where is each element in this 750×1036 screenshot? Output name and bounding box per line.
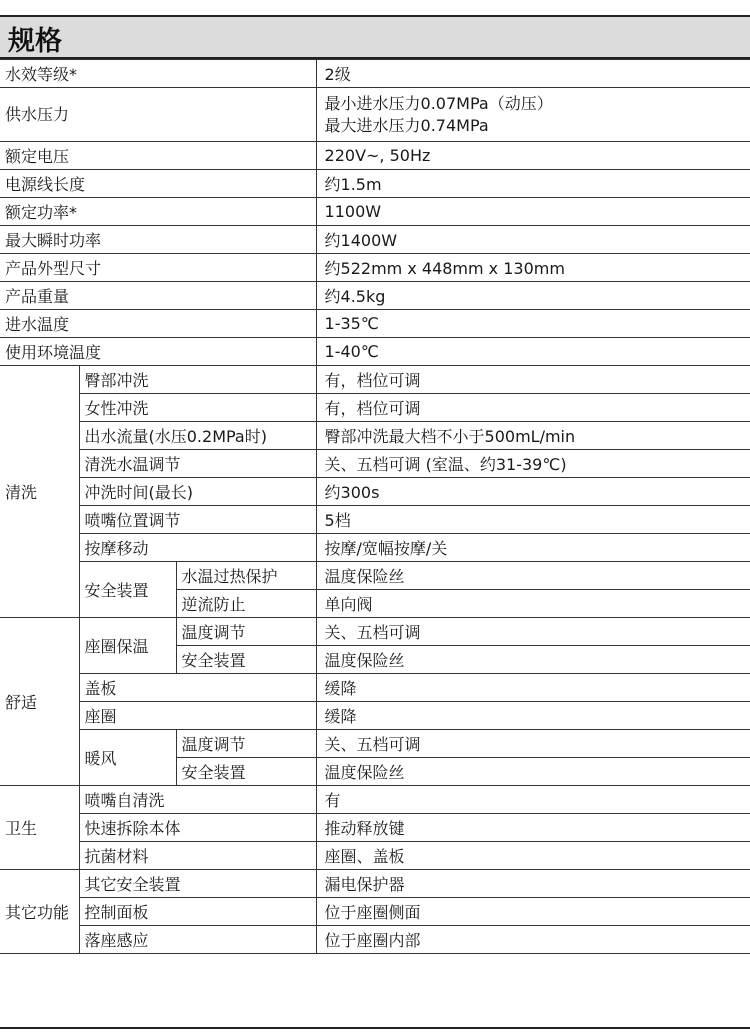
spec-value: 约1.5m (316, 170, 750, 198)
spec-label: 出水流量(水压0.2MPa时) (79, 422, 316, 450)
spec-value: 温度保险丝 (316, 562, 750, 590)
spec-value: 约4.5kg (316, 282, 750, 310)
spec-row (0, 198, 750, 226)
value-line: 最大进水压力0.74MPa (324, 115, 489, 135)
spec-value: 1100W (316, 198, 750, 226)
spec-label: 清洗水温调节 (79, 450, 316, 478)
spec-row (0, 254, 750, 282)
spec-row (0, 310, 750, 338)
spec-value: 有，档位可调 (316, 366, 750, 394)
spec-label: 安全装置 (176, 646, 316, 674)
spec-value: 缓降 (316, 674, 750, 702)
spec-label: 冲洗时间(最长) (79, 478, 316, 506)
spec-row (0, 674, 750, 702)
spec-row (0, 730, 750, 758)
spec-row (0, 226, 750, 254)
spec-value: 2级 (316, 60, 750, 88)
spec-label: 水温过热保护 (176, 562, 316, 590)
spec-label: 抗菌材料 (79, 842, 316, 870)
spec-value: 温度保险丝 (316, 646, 750, 674)
spec-row (0, 422, 750, 450)
section-title-bar (0, 17, 750, 59)
spec-label: 喷嘴位置调节 (79, 506, 316, 534)
spec-label: 女性冲洗 (79, 394, 316, 422)
spec-label: 产品重量 (0, 282, 316, 310)
spec-label: 水效等级* (0, 60, 316, 88)
spec-value: 220V~, 50Hz (316, 142, 750, 170)
spec-value: 座圈、盖板 (316, 842, 750, 870)
spec-value: 单向阀 (316, 590, 750, 618)
spec-value: 关、五档可调 (316, 730, 750, 758)
spec-label: 进水温度 (0, 310, 316, 338)
spec-value: 温度保险丝 (316, 758, 750, 786)
spec-value: 约300s (316, 478, 750, 506)
group-label-other: 其它功能 (0, 870, 79, 954)
spec-value: 关、五档可调 (室温、约31-39℃) (316, 450, 750, 478)
spec-row (0, 88, 750, 142)
spec-value: 1-35℃ (316, 310, 750, 338)
spec-value (316, 88, 750, 142)
spec-row (0, 478, 750, 506)
spec-label: 臀部冲洗 (79, 366, 316, 394)
spec-row (0, 562, 750, 590)
spec-label: 最大瞬时功率 (0, 226, 316, 254)
spec-row (0, 142, 750, 170)
spec-value: 位于座圈内部 (316, 926, 750, 954)
bottom-rule (0, 1027, 750, 1029)
spec-row (0, 506, 750, 534)
spec-label: 逆流防止 (176, 590, 316, 618)
spec-value: 位于座圈侧面 (316, 898, 750, 926)
spec-label: 额定电压 (0, 142, 316, 170)
spec-label: 其它安全装置 (79, 870, 316, 898)
spec-row (0, 394, 750, 422)
spec-value: 约1400W (316, 226, 750, 254)
group-label-comfort: 舒适 (0, 618, 79, 786)
spec-value: 缓降 (316, 702, 750, 730)
spec-row (0, 786, 750, 814)
spec-value: 按摩/宽幅按摩/关 (316, 534, 750, 562)
spec-label: 产品外型尺寸 (0, 254, 316, 282)
spec-row (0, 898, 750, 926)
spec-value: 关、五档可调 (316, 618, 750, 646)
group-label-cleaning: 清洗 (0, 366, 79, 618)
spec-row (0, 170, 750, 198)
section-title: 规格 (8, 26, 62, 57)
spec-value: 臀部冲洗最大档不小于500mL/min (316, 422, 750, 450)
subgroup-label-safety: 安全装置 (79, 562, 176, 618)
spec-label: 座圈 (79, 702, 316, 730)
spec-row (0, 450, 750, 478)
spec-value: 漏电保护器 (316, 870, 750, 898)
spec-label: 盖板 (79, 674, 316, 702)
subgroup-label-seat-heating: 座圈保温 (79, 618, 176, 674)
spec-label: 按摩移动 (79, 534, 316, 562)
value-line: 最小进水压力0.07MPa（动压） (324, 93, 553, 113)
spec-value: 有，档位可调 (316, 394, 750, 422)
spec-value: 1-40℃ (316, 338, 750, 366)
spec-value: 5档 (316, 506, 750, 534)
group-label-hygiene: 卫生 (0, 786, 79, 870)
spec-row (0, 926, 750, 954)
spec-label: 喷嘴自清洗 (79, 786, 316, 814)
spec-row (0, 702, 750, 730)
spec-value: 推动释放键 (316, 814, 750, 842)
spec-row (0, 618, 750, 646)
spec-label: 落座感应 (79, 926, 316, 954)
spec-label: 使用环境温度 (0, 338, 316, 366)
spec-label: 控制面板 (79, 898, 316, 926)
spec-label: 安全装置 (176, 758, 316, 786)
spec-row (0, 534, 750, 562)
spec-label: 额定功率* (0, 198, 316, 226)
spec-label: 温度调节 (176, 730, 316, 758)
spec-table (0, 59, 750, 954)
spec-row (0, 282, 750, 310)
subgroup-label-warm-air: 暖风 (79, 730, 176, 786)
spec-value: 有 (316, 786, 750, 814)
spec-row (0, 814, 750, 842)
spec-row (0, 842, 750, 870)
spec-value: 约522mm x 448mm x 130mm (316, 254, 750, 282)
spec-label: 供水压力 (0, 88, 316, 142)
spec-label: 温度调节 (176, 618, 316, 646)
spec-label: 快速拆除本体 (79, 814, 316, 842)
spec-row (0, 60, 750, 88)
spec-label: 电源线长度 (0, 170, 316, 198)
spec-row (0, 338, 750, 366)
spec-row (0, 366, 750, 394)
spec-row (0, 870, 750, 898)
